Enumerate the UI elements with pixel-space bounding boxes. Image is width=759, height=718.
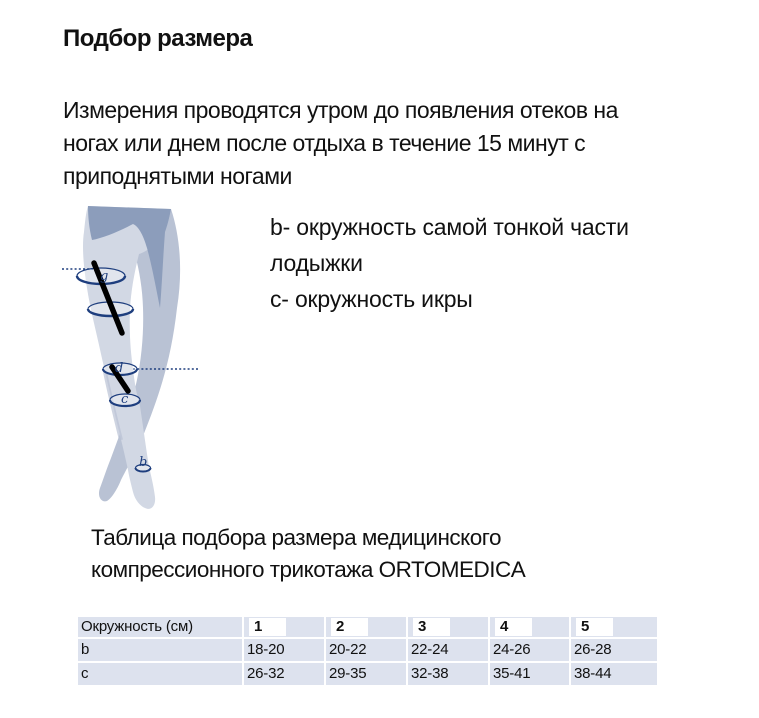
row-c-label: c <box>78 663 242 685</box>
legend-line-1: b- окружность самой тонкой части <box>270 214 629 240</box>
size-chip-1: 1 <box>249 618 286 636</box>
intro-line-2: ногах или днем после отдыха в течение 15 минут с <box>63 130 586 156</box>
size-column-4 <box>490 617 569 637</box>
table-title-line-1: Таблица подбора размера медицинского <box>91 525 501 550</box>
row-b-size-5: 26-28 <box>571 639 657 661</box>
size-chip-4: 4 <box>495 618 532 636</box>
table-title <box>91 522 525 586</box>
measure-label-d: d <box>115 361 124 376</box>
row-b-label: b <box>78 639 242 661</box>
size-table <box>78 617 657 687</box>
legend-line-3: c- окружность икры <box>270 286 473 312</box>
legs-illustration <box>55 196 270 514</box>
row-c-size-5: 38-44 <box>571 663 657 685</box>
size-chip-5: 5 <box>576 618 613 636</box>
row-b-size-4: 24-26 <box>490 639 569 661</box>
table-title-line-2: компрессионного трикотажа ORTOMEDICA <box>91 557 526 582</box>
leg-measurement-diagram <box>55 196 270 514</box>
size-column-2 <box>326 617 406 637</box>
row-c-size-2: 29-35 <box>326 663 406 685</box>
table-header-row <box>78 617 657 637</box>
measure-label-b: b <box>139 455 148 470</box>
table-row-c <box>78 663 657 685</box>
table-row-b <box>78 639 657 661</box>
size-chip-3: 3 <box>413 618 450 636</box>
row-b-size-1: 18-20 <box>244 639 324 661</box>
intro-paragraph <box>63 94 618 193</box>
measurement-legend <box>270 209 629 317</box>
table-header-label: Окружность (см) <box>78 617 242 637</box>
size-column-5 <box>571 617 657 637</box>
page-title: Подбор размера <box>63 25 253 52</box>
row-c-size-4: 35-41 <box>490 663 569 685</box>
legend-line-2: лодыжки <box>270 250 363 276</box>
row-b-size-2: 20-22 <box>326 639 406 661</box>
measure-label-c: c <box>121 392 129 407</box>
row-b-size-3: 22-24 <box>408 639 488 661</box>
intro-line-3: приподнятыми ногами <box>63 163 292 189</box>
row-c-size-3: 32-38 <box>408 663 488 685</box>
measure-label-g: g <box>100 269 109 284</box>
intro-line-1: Измерения проводятся утром до появления отеков на <box>63 97 618 123</box>
size-column-3 <box>408 617 488 637</box>
size-column-1 <box>244 617 324 637</box>
row-c-size-1: 26-32 <box>244 663 324 685</box>
size-chip-2: 2 <box>331 618 368 636</box>
